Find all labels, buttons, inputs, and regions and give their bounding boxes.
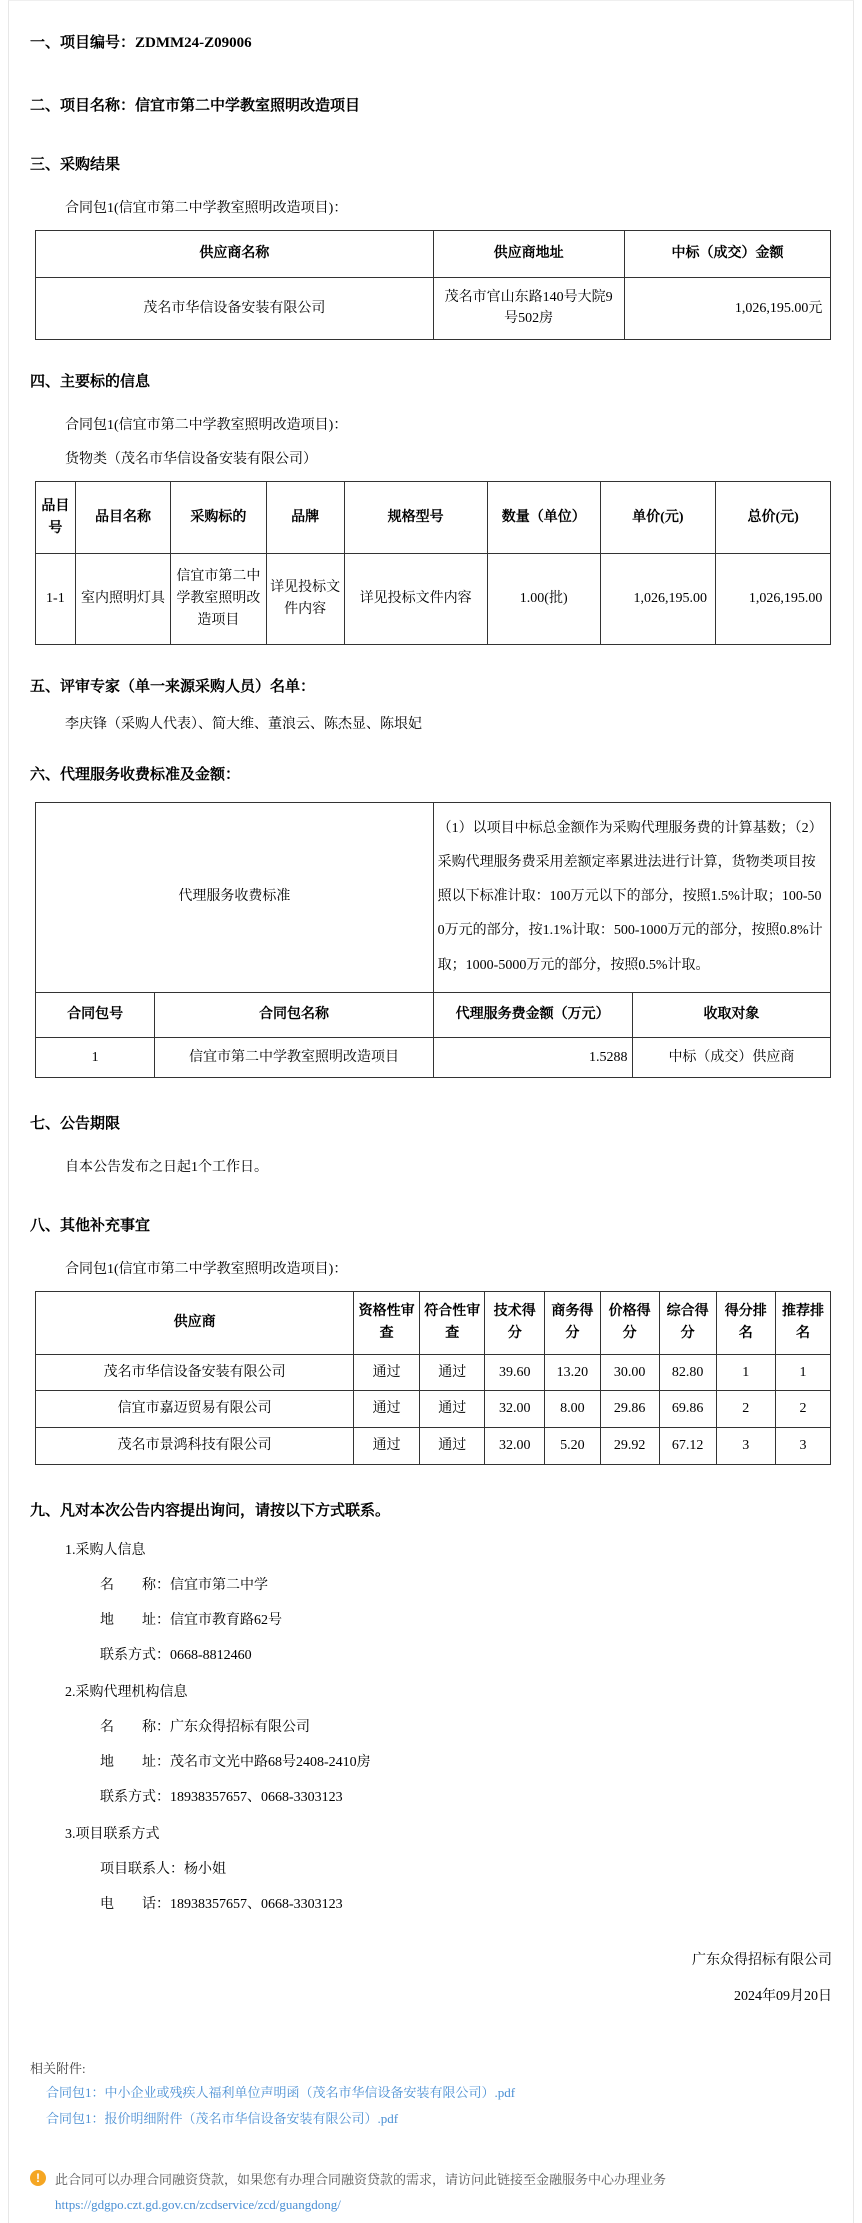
business-score-cell: 13.20 [545,1354,601,1391]
project-name-heading: 二、项目名称：信宜市第二中学教室照明改造项目 [30,98,361,114]
total-price-cell: 1,026,195.00 [716,554,831,644]
main-bid-info-heading: 四、主要标的信息 [30,374,151,391]
table-header-cell: 总价(元) [716,482,831,554]
package-name-cell: 信宜市第二中学教室照明改造项目 [155,1037,433,1078]
fee-standard-label: 代理服务收费标准 [36,802,434,992]
table-header-cell: 规格型号 [344,482,487,554]
business-score-cell: 5.20 [545,1428,601,1465]
conformity-cell: 通过 [420,1428,485,1465]
purchaser-name: 名 称：信宜市第二中学 [100,1577,268,1593]
table-header-cell: 中标（成交）金额 [624,231,831,278]
unit-price-cell: 1,026,195.00 [600,554,715,644]
project-contact-title: 3.项目联系方式 [65,1826,160,1842]
agency-fee-heading: 六、代理服务收费标准及金额： [30,766,241,783]
payer-cell: 中标（成交）供应商 [632,1037,831,1078]
bid-items-table [35,481,831,644]
contact-heading: 九、凡对本次公告内容提出询问，请按以下方式联系。 [30,1502,391,1519]
agency-info-title: 2.采购代理机构信息 [65,1684,188,1700]
warning-icon: ! [30,2170,46,2186]
package-line: 合同包1(信宜市第二中学教室照明改造项目)： [65,418,348,434]
recommend-rank-cell: 2 [775,1391,831,1428]
brand-cell: 详见投标文件内容 [266,554,344,644]
announcement-period-heading: 七、公告期限 [30,1116,121,1133]
price-score-cell: 30.00 [600,1354,659,1391]
tech-score-cell: 32.00 [485,1391,545,1428]
table-header-cell: 综合得分 [659,1292,716,1354]
price-score-cell: 29.86 [600,1391,659,1428]
score-rank-cell: 2 [716,1391,775,1428]
project-contact-person: 项目联系人：杨小姐 [100,1861,226,1877]
table-header-cell: 供应商地址 [433,231,624,278]
business-score-cell: 8.00 [545,1391,601,1428]
announcement-page [8,0,854,2223]
table-row [36,1428,831,1465]
table-row [36,554,831,644]
finance-service-link[interactable]: https://gdgpo.czt.gd.gov.cn/zcdservice/zcd/guangdong/ [55,2196,341,2212]
table-header-row [36,992,831,1037]
score-rank-cell: 3 [716,1428,775,1465]
table-header-cell: 商务得分 [545,1292,601,1354]
recommend-rank-cell: 3 [775,1428,831,1465]
supplier-name-cell: 茂名市景鸿科技有限公司 [36,1428,354,1465]
qty-cell: 1.00(批) [487,554,600,644]
conformity-cell: 通过 [420,1391,485,1428]
attachment-link-declaration-pdf[interactable]: 合同包1：中小企业或残疾人福利单位声明函（茂名市华信设备安装有限公司）.pdf [46,2085,516,2101]
purchaser-address: 地 址：信宜市教育路62号 [100,1612,282,1628]
table-header-cell: 品牌 [266,482,344,554]
spec-cell: 详见投标文件内容 [344,554,487,644]
project-contact-phone: 电 话：18938357657、0668-3303123 [100,1896,343,1912]
table-header-cell: 数量（单位） [487,482,600,554]
table-header-cell: 资格性审查 [354,1292,420,1354]
finance-notice [30,2169,832,2213]
award-amount-cell: 1,026,195.00元 [624,277,831,339]
package-line: 合同包1(信宜市第二中学教室照明改造项目)： [65,201,348,216]
finance-notice-text: 此合同可以办理合同融资贷款，如果您有办理合同融资贷款的需求，请访问此链接至金融服务中心办理业务 [55,2171,667,2187]
attachment-link-quotation-pdf[interactable]: 合同包1：报价明细附件（茂名市华信设备安装有限公司）.pdf [46,2110,399,2126]
supplement-heading: 八、其他补充事宜 [30,1218,151,1235]
category-line: 货物类（茂名市华信设备安装有限公司） [65,452,317,468]
agency-fee-table [35,802,831,1079]
supplier-name-cell: 茂名市华信设备安装有限公司 [36,1354,354,1391]
table-header-cell: 得分排名 [716,1292,775,1354]
price-score-cell: 29.92 [600,1428,659,1465]
purchaser-contact: 联系方式：0668-8812460 [100,1647,252,1663]
table-header-cell: 供应商名称 [36,231,434,278]
table-header-row [36,482,831,554]
table-header-cell: 合同包号 [36,992,155,1037]
package-no-cell: 1 [36,1037,155,1078]
table-header-cell: 采购标的 [171,482,266,554]
qualification-cell: 通过 [354,1354,420,1391]
tech-score-cell: 32.00 [485,1428,545,1465]
item-name-cell: 室内照明灯具 [75,554,170,644]
supplier-address-cell: 茂名市官山东路140号大院9号502房 [433,277,624,339]
project-number-heading: 一、项目编号：ZDMM24-Z09006 [30,35,252,51]
table-header-cell: 合同包名称 [155,992,433,1037]
table-row [36,1391,831,1428]
tech-score-cell: 39.60 [485,1354,545,1391]
signature-company: 广东众得招标有限公司 [692,1952,832,1968]
score-rank-cell: 1 [716,1354,775,1391]
fee-standard-text: （1）以项目中标总金额作为采购代理服务费的计算基数；（2）采购代理服务费采用差额定率累进法进行计算，货物类项目按照以下标准计取：100万元以下的部分，按照1.5%计取；100-500万元的部分，按1.1%计取：500-1000万元的部分，按照0.8%计取；1000-5000万元的部分，按照0.5%计取。 [433,802,831,992]
table-header-cell: 代理服务费金额（万元） [433,992,632,1037]
table-header-cell: 单价(元) [600,482,715,554]
score-table [35,1291,831,1464]
experts-heading: 五、评审专家（单一来源采购人员）名单： [30,678,316,695]
table-row [36,1354,831,1391]
target-cell: 信宜市第二中学教室照明改造项目 [171,554,266,644]
total-score-cell: 82.80 [659,1354,716,1391]
fee-amount-cell: 1.5288 [433,1037,632,1078]
result-table [35,230,831,340]
table-header-row [36,231,831,278]
attachments-section [30,2059,832,2129]
table-header-cell: 推荐排名 [775,1292,831,1354]
supplier-name-cell: 茂名市华信设备安装有限公司 [36,277,434,339]
fee-standard-row [36,802,831,992]
qualification-cell: 通过 [354,1391,420,1428]
experts-names: 李庆锋（采购人代表）、简大维、董浪云、陈杰显、陈垠妃 [65,716,422,732]
signature-block [30,1951,832,2007]
supplier-name-cell: 信宜市嘉迈贸易有限公司 [36,1391,354,1428]
table-header-cell: 品目号 [36,482,76,554]
purchaser-info-title: 1.采购人信息 [65,1542,146,1558]
agency-name: 名 称：广东众得招标有限公司 [100,1719,310,1735]
table-header-cell: 收取对象 [632,992,831,1037]
table-header-cell: 符合性审查 [420,1292,485,1354]
total-score-cell: 69.86 [659,1391,716,1428]
procurement-result-heading: 三、采购结果 [30,157,121,173]
table-row [36,1037,831,1078]
table-row [36,277,831,339]
table-header-cell: 技术得分 [485,1292,545,1354]
recommend-rank-cell: 1 [775,1354,831,1391]
agency-address: 地 址：茂名市文光中路68号2408-2410房 [100,1754,371,1770]
table-header-cell: 供应商 [36,1292,354,1354]
attachments-label: 相关附件: [30,2060,86,2076]
signature-date: 2024年09月20日 [734,1989,832,2005]
table-header-cell: 价格得分 [600,1292,659,1354]
agency-contact: 联系方式：18938357657、0668-3303123 [100,1789,343,1805]
table-header-row [36,1292,831,1354]
qualification-cell: 通过 [354,1428,420,1465]
item-no-cell: 1-1 [36,554,76,644]
announcement-period-body: 自本公告发布之日起1个工作日。 [65,1160,268,1176]
total-score-cell: 67.12 [659,1428,716,1465]
conformity-cell: 通过 [420,1354,485,1391]
package-line: 合同包1(信宜市第二中学教室照明改造项目)： [65,1262,348,1278]
table-header-cell: 品目名称 [75,482,170,554]
